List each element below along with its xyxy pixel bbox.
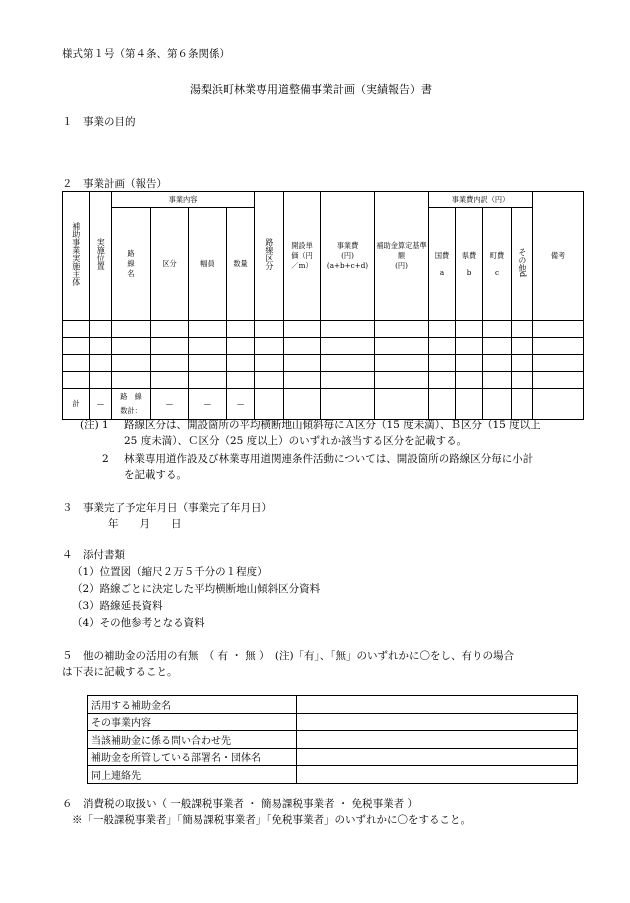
table-row <box>88 766 578 784</box>
section4-heading: ４ 添付書類 <box>62 549 125 561</box>
header-implementer: 補助事業実施主体 <box>63 192 90 321</box>
total-dash: — <box>151 389 189 420</box>
subsidy-row-label: 当該補助金に係る問い合わせ先 <box>88 731 297 749</box>
total-dash: — <box>227 389 255 420</box>
table-row <box>88 731 578 749</box>
attachment-item: （4）その他参考となる資料 <box>72 617 205 629</box>
section6-heading: ６ 消費税の取扱い（ 一般課税事業者 ・ 簡易課税事業者 ・ 免税事業者 ） <box>62 798 419 810</box>
header-unit-price: 開設単価（円／m） <box>284 192 321 321</box>
subsidy-row-value <box>297 731 578 749</box>
header-remarks: 備考 <box>533 192 584 321</box>
note2-text-a: 林業専用道作設及び林業専用道関連条件活動については、開設箇所の路線区分毎に小計 <box>124 453 534 465</box>
subsidy-row-value <box>297 748 578 766</box>
subsidy-row-label: 同上連絡先 <box>88 766 297 784</box>
section5-line2: は下表に記載すること。 <box>62 666 178 678</box>
header-other: その他d <box>512 208 533 321</box>
header-prefecture: 県費 b <box>456 208 483 321</box>
page-title: 湯梨浜町林業専用道整備事業計画（実績報告）書 <box>190 83 432 96</box>
total-dash: — <box>90 389 112 420</box>
table-row <box>88 748 578 766</box>
header-subsidy-base: 補助金算定基準額 (円) <box>375 192 429 321</box>
header-breakdown: 事業費内訳（円） <box>429 192 533 208</box>
table-row <box>63 338 584 355</box>
table-row <box>63 355 584 372</box>
section3-heading: ３ 事業完了予定年月日（事業完了年月日） <box>62 502 272 514</box>
total-dash: — <box>189 389 227 420</box>
note1-text-b: 25 度未満）、Ｃ区分（25 度以上）のいずれか該当する区分を記載する。 <box>124 435 468 447</box>
note1-label: (注) 1 <box>80 419 109 431</box>
attachment-item: （3）路線延長資料 <box>72 600 163 612</box>
attachment-item: （2）路線ごとに決定した平均横断地山傾斜区分資料 <box>72 583 321 595</box>
section5-line1: ５ 他の補助金の活用の有無 （ 有 ・ 無 ） (注)「有」、「無」のいずれかに〇をし、有りの場合 <box>62 650 515 662</box>
total-label: 計 <box>63 389 90 420</box>
subsidy-row-label: その事業内容 <box>88 713 297 731</box>
header-cost: 事業費 (円) (a+b+c+d) <box>321 192 375 321</box>
total-row <box>63 389 584 420</box>
table-row <box>63 321 584 338</box>
plan-table <box>62 191 584 420</box>
subsidy-row-value <box>297 713 578 731</box>
table-row <box>88 696 578 714</box>
header-route-class: 路線区分 <box>255 192 284 321</box>
section6-note: ※「一般課税事業者」「簡易課税事業者」「免税事業者」のいずれかに〇をすること。 <box>72 814 471 826</box>
header-width: 幅員 <box>189 208 227 321</box>
table-row <box>88 713 578 731</box>
completion-date: 年 月 日 <box>108 518 182 530</box>
header-division: 区分 <box>151 208 189 321</box>
header-route-name: 路線名 <box>112 208 151 321</box>
route-count: 路 線 数計： <box>112 389 151 420</box>
section1-heading: １ 事業の目的 <box>62 116 136 128</box>
header-business: 事業内容 <box>112 192 255 208</box>
note2-label: 2 <box>102 453 109 465</box>
subsidy-row-value <box>297 696 578 714</box>
header-national: 国費 a <box>429 208 456 321</box>
header-location: 実施位置 <box>90 192 112 321</box>
header-quantity: 数量 <box>227 208 255 321</box>
section2-heading: ２ 事業計画（報告） <box>62 178 167 190</box>
subsidy-row-label: 補助金を所管している部署名・団体名 <box>88 748 297 766</box>
subsidy-row-value <box>297 766 578 784</box>
note1-text-a: 路線区分は、開設箇所の平均横断地山傾斜毎にＡ区分（15 度未満）、Ｂ区分（15 度以上 <box>124 419 541 431</box>
attachment-item: （1）位置図（縮尺２万５千分の１程度） <box>72 566 268 578</box>
other-subsidy-table <box>87 695 578 784</box>
table-row <box>63 372 584 389</box>
form-number: 様式第１号（第４条、第６条関係） <box>62 48 230 60</box>
subsidy-row-label: 活用する補助金名 <box>88 696 297 714</box>
note2-text-b: を記載する。 <box>124 469 187 481</box>
header-town: 町費 c <box>483 208 512 321</box>
